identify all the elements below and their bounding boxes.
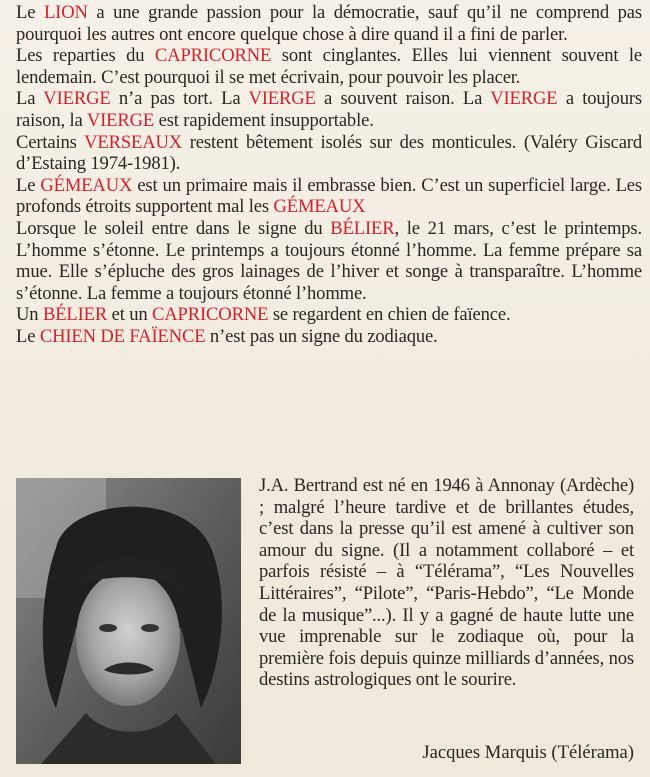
zodiac-sign-name: VIERGE: [490, 88, 558, 110]
zodiac-sign-name: GÉMEAUX: [40, 174, 133, 196]
text-segment: Un: [16, 304, 43, 326]
text-segment: et un: [107, 304, 153, 326]
zodiac-sign-name: VERSEAUX: [84, 131, 183, 153]
text-segment: n’a pas tort. La: [110, 88, 249, 110]
paragraph: [16, 45, 642, 88]
author-portrait: [16, 478, 241, 764]
zodiac-sign-name: BÉLIER: [330, 217, 395, 239]
text-segment: n’est pas un signe du zodiaque.: [205, 325, 438, 347]
paragraph: [16, 326, 642, 348]
text-segment: Le: [16, 325, 40, 347]
paragraph: [16, 218, 642, 304]
text-segment: Le: [16, 174, 41, 196]
text-segment: Le: [16, 2, 44, 23]
text-segment: a souvent raison. La: [315, 88, 491, 110]
paragraph: [16, 175, 642, 218]
signature: Jacques Marquis (Télérama): [422, 742, 634, 763]
text-segment: restent bêtement isolés sur des monticules. (Valéry Giscard d’Estaing 1974-1981).: [16, 131, 642, 175]
zodiac-text-block: [16, 2, 642, 348]
paragraph: [16, 132, 642, 175]
zodiac-sign-name: VIERGE: [248, 88, 316, 110]
text-segment: est rapidement insupportable.: [154, 109, 374, 131]
text-segment: a une grande passion pour la démocratie, sauf qu’il ne comprend pas pourquoi les autres ont encore quelque chose à dire quand il a fini de parler.: [16, 2, 642, 45]
paragraph: [16, 2, 642, 45]
text-segment: a toujours raison, la: [16, 88, 642, 131]
paragraph: [16, 304, 642, 326]
paragraph: [16, 88, 642, 131]
text-segment: se regardent en chien de faïence.: [268, 304, 511, 326]
text-segment: Lorsque le soleil entre dans le signe du: [16, 217, 331, 239]
text-segment: est un primaire mais il embrasse bien. C’est un superficiel large. Les profonds étroits supportent mal les: [16, 174, 642, 218]
text-segment: , le 21 mars, c’est le printemps. L’homme s’étonne. Le printemps a toujours étonné l’homme. La femme prépare sa mue. Elle s’épluche des gros lainages de l’hiver et songe à transparaître. L’homme s’étonne. La femme a toujours étonné l’homme.: [16, 217, 642, 304]
zodiac-sign-name: VIERGE: [43, 88, 111, 110]
author-bio: J.A. Bertrand est né en 1946 à Annonay (Ardèche) ; malgré l’heure tardive et de brillantes études, c’est dans la presse qu’il est amené à cultiver son amour du signe. (Il a notamment collaboré – et parfois résisté – à “Télérama”, “Les Nouvelles Littéraires”, “Pilote”, “Paris-Hebdo”, “Le Monde de la musique”...). Il y a gagné de haute lutte une vue imprenable sur le zodiaque où, pour la première fois depuis quinze milliards d’années, nos destins astrologiques ont le sourire.: [259, 475, 634, 691]
text-segment: sont cinglantes. Elles lui viennent souvent le lendemain. C’est pourquoi il se met écrivain, pour pouvoir les placer.: [16, 45, 643, 88]
zodiac-sign-name: LION: [43, 2, 88, 23]
zodiac-sign-name: GÉMEAUX: [273, 196, 366, 218]
text-segment: Certains: [16, 131, 85, 153]
zodiac-sign-name: CAPRICORNE: [152, 304, 269, 326]
text-segment: Les reparties du: [16, 45, 155, 67]
zodiac-sign-name: CAPRICORNE: [154, 45, 272, 67]
portrait-image: [16, 478, 241, 764]
text-segment: La: [16, 88, 44, 110]
zodiac-sign-name: VIERGE: [86, 109, 155, 131]
zodiac-sign-name: BÉLIER: [42, 304, 108, 326]
zodiac-sign-name: CHIEN DE FAÏENCE: [39, 325, 206, 347]
